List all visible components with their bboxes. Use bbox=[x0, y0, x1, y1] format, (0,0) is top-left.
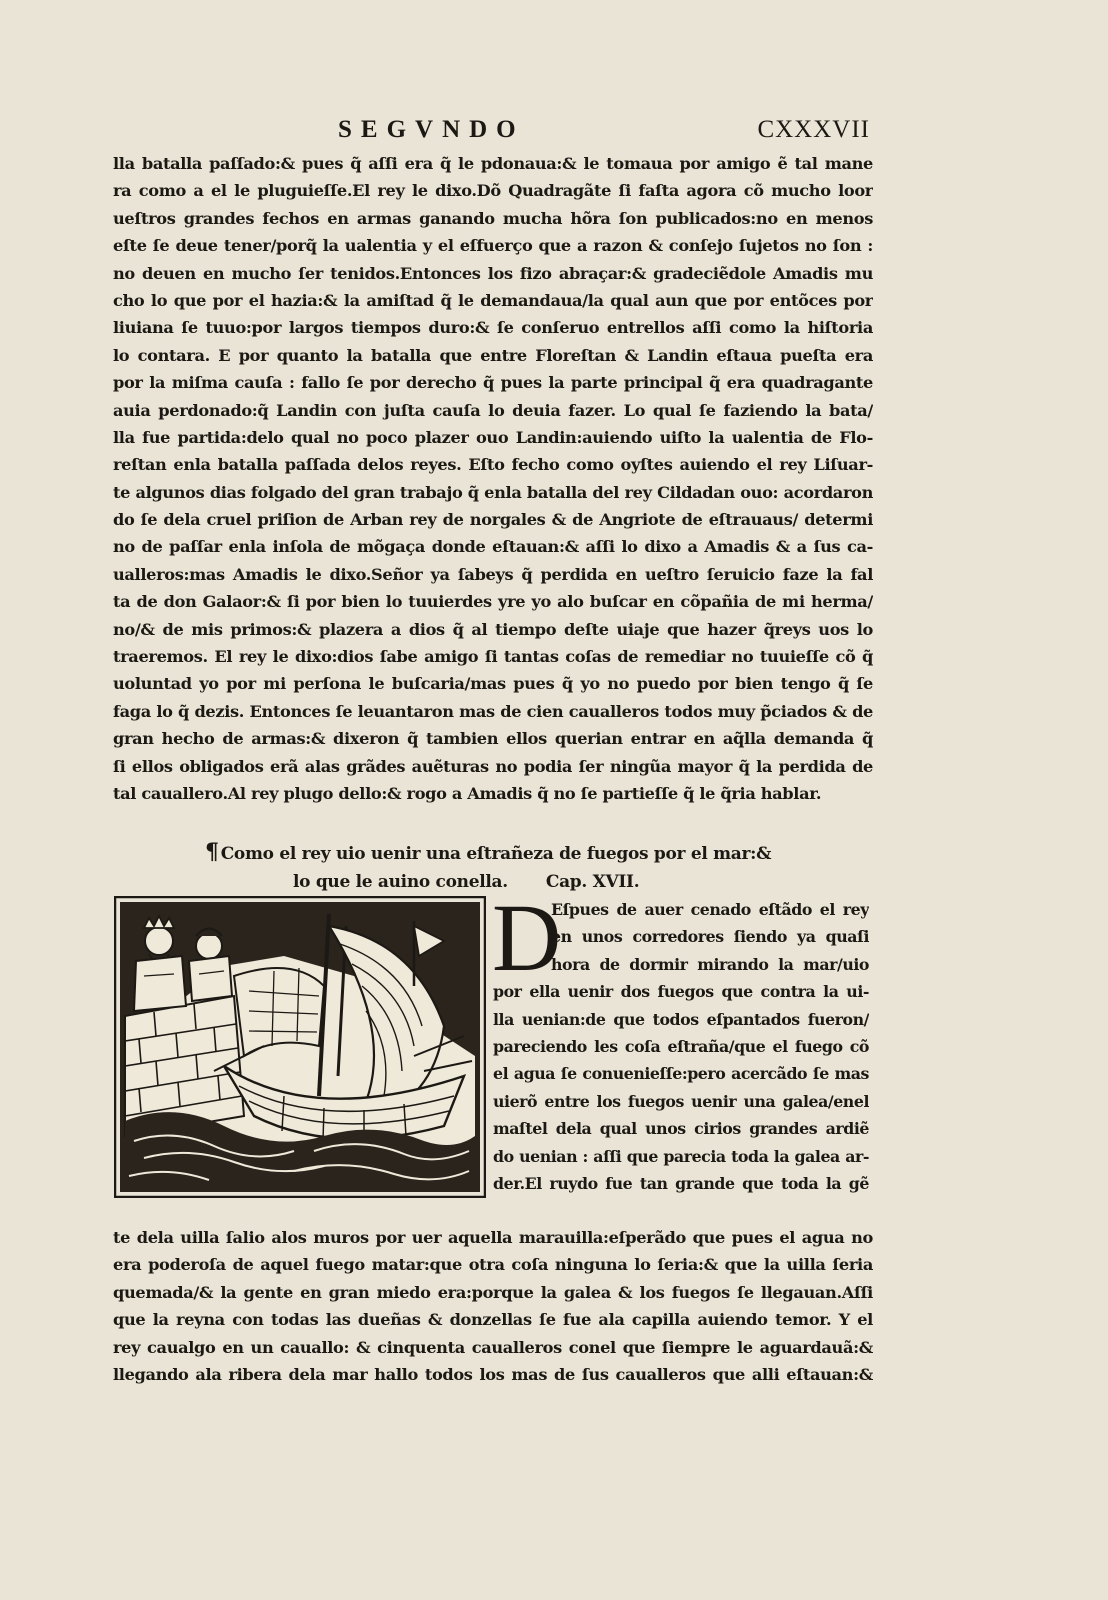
text-line: en unos corredores ſiendo ya quaſi bbox=[551, 927, 869, 947]
text-line: no de paſſar enla inſola de mõgaça donde eſtauan:& aſſi lo dixo a Amadis & a ſus ca- bbox=[113, 537, 873, 557]
bottom-text-block bbox=[113, 1224, 873, 1388]
text-line: pareciendo les coſa eſtraña/que el fuego cõ bbox=[493, 1036, 869, 1056]
text-line: lla fue partida:delo qual no poco plazer ouo Landin:auiendo uiſto la ualentia de Flo- bbox=[113, 427, 873, 447]
text-line: era poderoſa de aquel fuego matar:que otra coſa ninguna lo ſeria:& que la uilla ſeria bbox=[113, 1255, 873, 1275]
text-line: reſtan enla batalla paſſada delos reyes. Eſto fecho como oyſtes auiendo el rey Liſuar- bbox=[113, 455, 873, 475]
text-line: por ella uenir dos fuegos que contra la ui- bbox=[493, 982, 869, 1002]
woodcut-illustration bbox=[114, 896, 486, 1198]
text-line: auia perdonado:q̃ Landin con juſta cauſa lo deuia fazer. Lo qual ſe faziendo la bata/ bbox=[113, 400, 873, 420]
text-line: gran hecho de armas:& dixeron q̃ tambien ellos querian entrar en aq̃lla demanda q̃ bbox=[113, 729, 873, 749]
text-line: eſte ſe deue tener/porq̃ la ualentia y el eſfuerço que a razon & conſejo ſujetos no ſon : bbox=[113, 236, 873, 256]
text-line: lla batalla paſſado:& pues q̃ aſſi era q̃ le pdonaua:& le tomaua por amigo ẽ tal mane bbox=[113, 154, 873, 173]
chapter-number: Cap. XVII. bbox=[545, 872, 640, 892]
text-line: no deuen en mucho ſer tenidos.Entonces los fizo abraçar:& gradeciẽdole Amadis mu bbox=[113, 263, 873, 283]
running-title: SEGVNDO bbox=[338, 116, 525, 143]
text-line: uierõ entre los fuegos uenir una galea/enel bbox=[493, 1091, 869, 1111]
text-line: maſtel dela qual unos cirios grandes ardiẽ bbox=[493, 1119, 869, 1139]
text-line: hora de dormir mirando la mar/uio bbox=[551, 954, 869, 974]
main-text-block bbox=[113, 150, 873, 807]
text-line: lo contara. E por quanto la batalla que entre Floreſtan & Landin eſtaua pueſta era bbox=[113, 345, 873, 365]
text-line: ualleros:mas Amadis le dixo.Señor ya ſabeys q̃ perdida en ueſtro ſeruicio faze la fal bbox=[113, 564, 873, 584]
text-line: por la miſma cauſa : fallo ſe por derecho q̃ pues la parte principal q̃ era quadragante bbox=[113, 373, 873, 393]
text-line: ſi ellos obligados erã alas grãdes auẽturas no podia ſer ningũa mayor q̃ la perdida de bbox=[113, 756, 873, 776]
drop-cap: D bbox=[492, 884, 562, 991]
text-line: llegando ala ribera dela mar hallo todos los mas de ſus caualleros que alli eſtauan:& bbox=[113, 1364, 873, 1384]
text-line: ra como a el le pluguieſſe.El rey le dixo.Dõ Quadragãte ſi faſta agora cõ mucho loor bbox=[113, 181, 873, 201]
text-line: ta de don Galaor:& ſi por bien lo tuuierdes yre yo alo buſcar en cõpañia de mi herma/ bbox=[113, 592, 873, 612]
text-line: Eſpues de auer cenado eſtãdo el rey bbox=[551, 900, 869, 919]
side-text-block bbox=[492, 884, 869, 1197]
text-line: ueſtros grandes fechos en armas ganando mucha hõra ſon publicados:no en menos bbox=[113, 208, 873, 228]
chapter-title-line-1: Como el rey uio uenir una eſtrañeza de fuegos por el mar:& bbox=[220, 844, 772, 864]
folio-number: CXXXVII bbox=[757, 116, 870, 143]
text-line: traeremos. El rey le dixo:dios ſabe amigo ſi tantas coſas de remediar no tuuieſſe cõ q̃ bbox=[113, 647, 873, 667]
ship-woodcut-icon bbox=[114, 896, 486, 1198]
text-line: te algunos dias folgado del gran trabajo q̃ enla batalla del rey Cildadan ouo: acordaron bbox=[113, 482, 873, 502]
text-line: tal cauallero.Al rey plugo dello:& rogo a Amadis q̃ no ſe partieſſe q̃ le q̃ria hablar. bbox=[113, 783, 822, 803]
text-line: faga lo q̃ dezis. Entonces ſe leuantaron mas de cien caualleros todos muy p̃ciados & de bbox=[113, 701, 873, 721]
pilcrow-mark: ¶ bbox=[205, 839, 219, 865]
text-line: do ſe dela cruel priſion de Arban rey de norgales & de Angriote de eſtrauaus/ determi bbox=[113, 510, 873, 530]
text-line: cho lo que por el hazia:& la amiſtad q̃ le demandaua/la qual aun que por entõces por bbox=[113, 290, 873, 310]
text-line: lla uenian:de que todos eſpantados fueron/ bbox=[493, 1009, 869, 1029]
text-line: que la reyna con todas las dueñas & donzellas ſe fue ala capilla auiendo temor. Y el bbox=[113, 1310, 873, 1330]
text-line: rey caualgo en un cauallo: & cinquenta caualleros conel que ſiempre le aguardauã:& bbox=[113, 1337, 873, 1357]
text-line: uoluntad yo por mi perſona le buſcaria/mas pues q̃ yo no puedo por bien tengo q̃ ſe bbox=[113, 674, 873, 694]
text-line: te dela uilla ſalio alos muros por uer aquella marauilla:eſperãdo que pues el agua no bbox=[113, 1228, 873, 1247]
chapter-title-line-2: lo que le auino conella. bbox=[293, 872, 508, 892]
text-line: do uenian : aſſi que parecia toda la galea ar- bbox=[493, 1146, 869, 1166]
text-line: quemada/& la gente en gran miedo era:porque la galea & los fuegos ſe llegauan.Aſſi bbox=[113, 1282, 873, 1302]
text-line: el agua ſe conuenieſſe:pero acercãdo ſe mas bbox=[493, 1064, 869, 1084]
running-head bbox=[110, 116, 870, 146]
text-line: no/& de mis primos:& plazera a dios q̃ al tiempo deſte uiaje que hazer q̃reys uos lo bbox=[113, 619, 873, 639]
text-line: liuiana ſe tuuo:por largos tiempos duro:& ſe conſeruo entrellos aſſi como la hiſtoria bbox=[113, 318, 873, 338]
text-line: der.El ruydo fue tan grande que toda la gẽ bbox=[493, 1173, 869, 1193]
